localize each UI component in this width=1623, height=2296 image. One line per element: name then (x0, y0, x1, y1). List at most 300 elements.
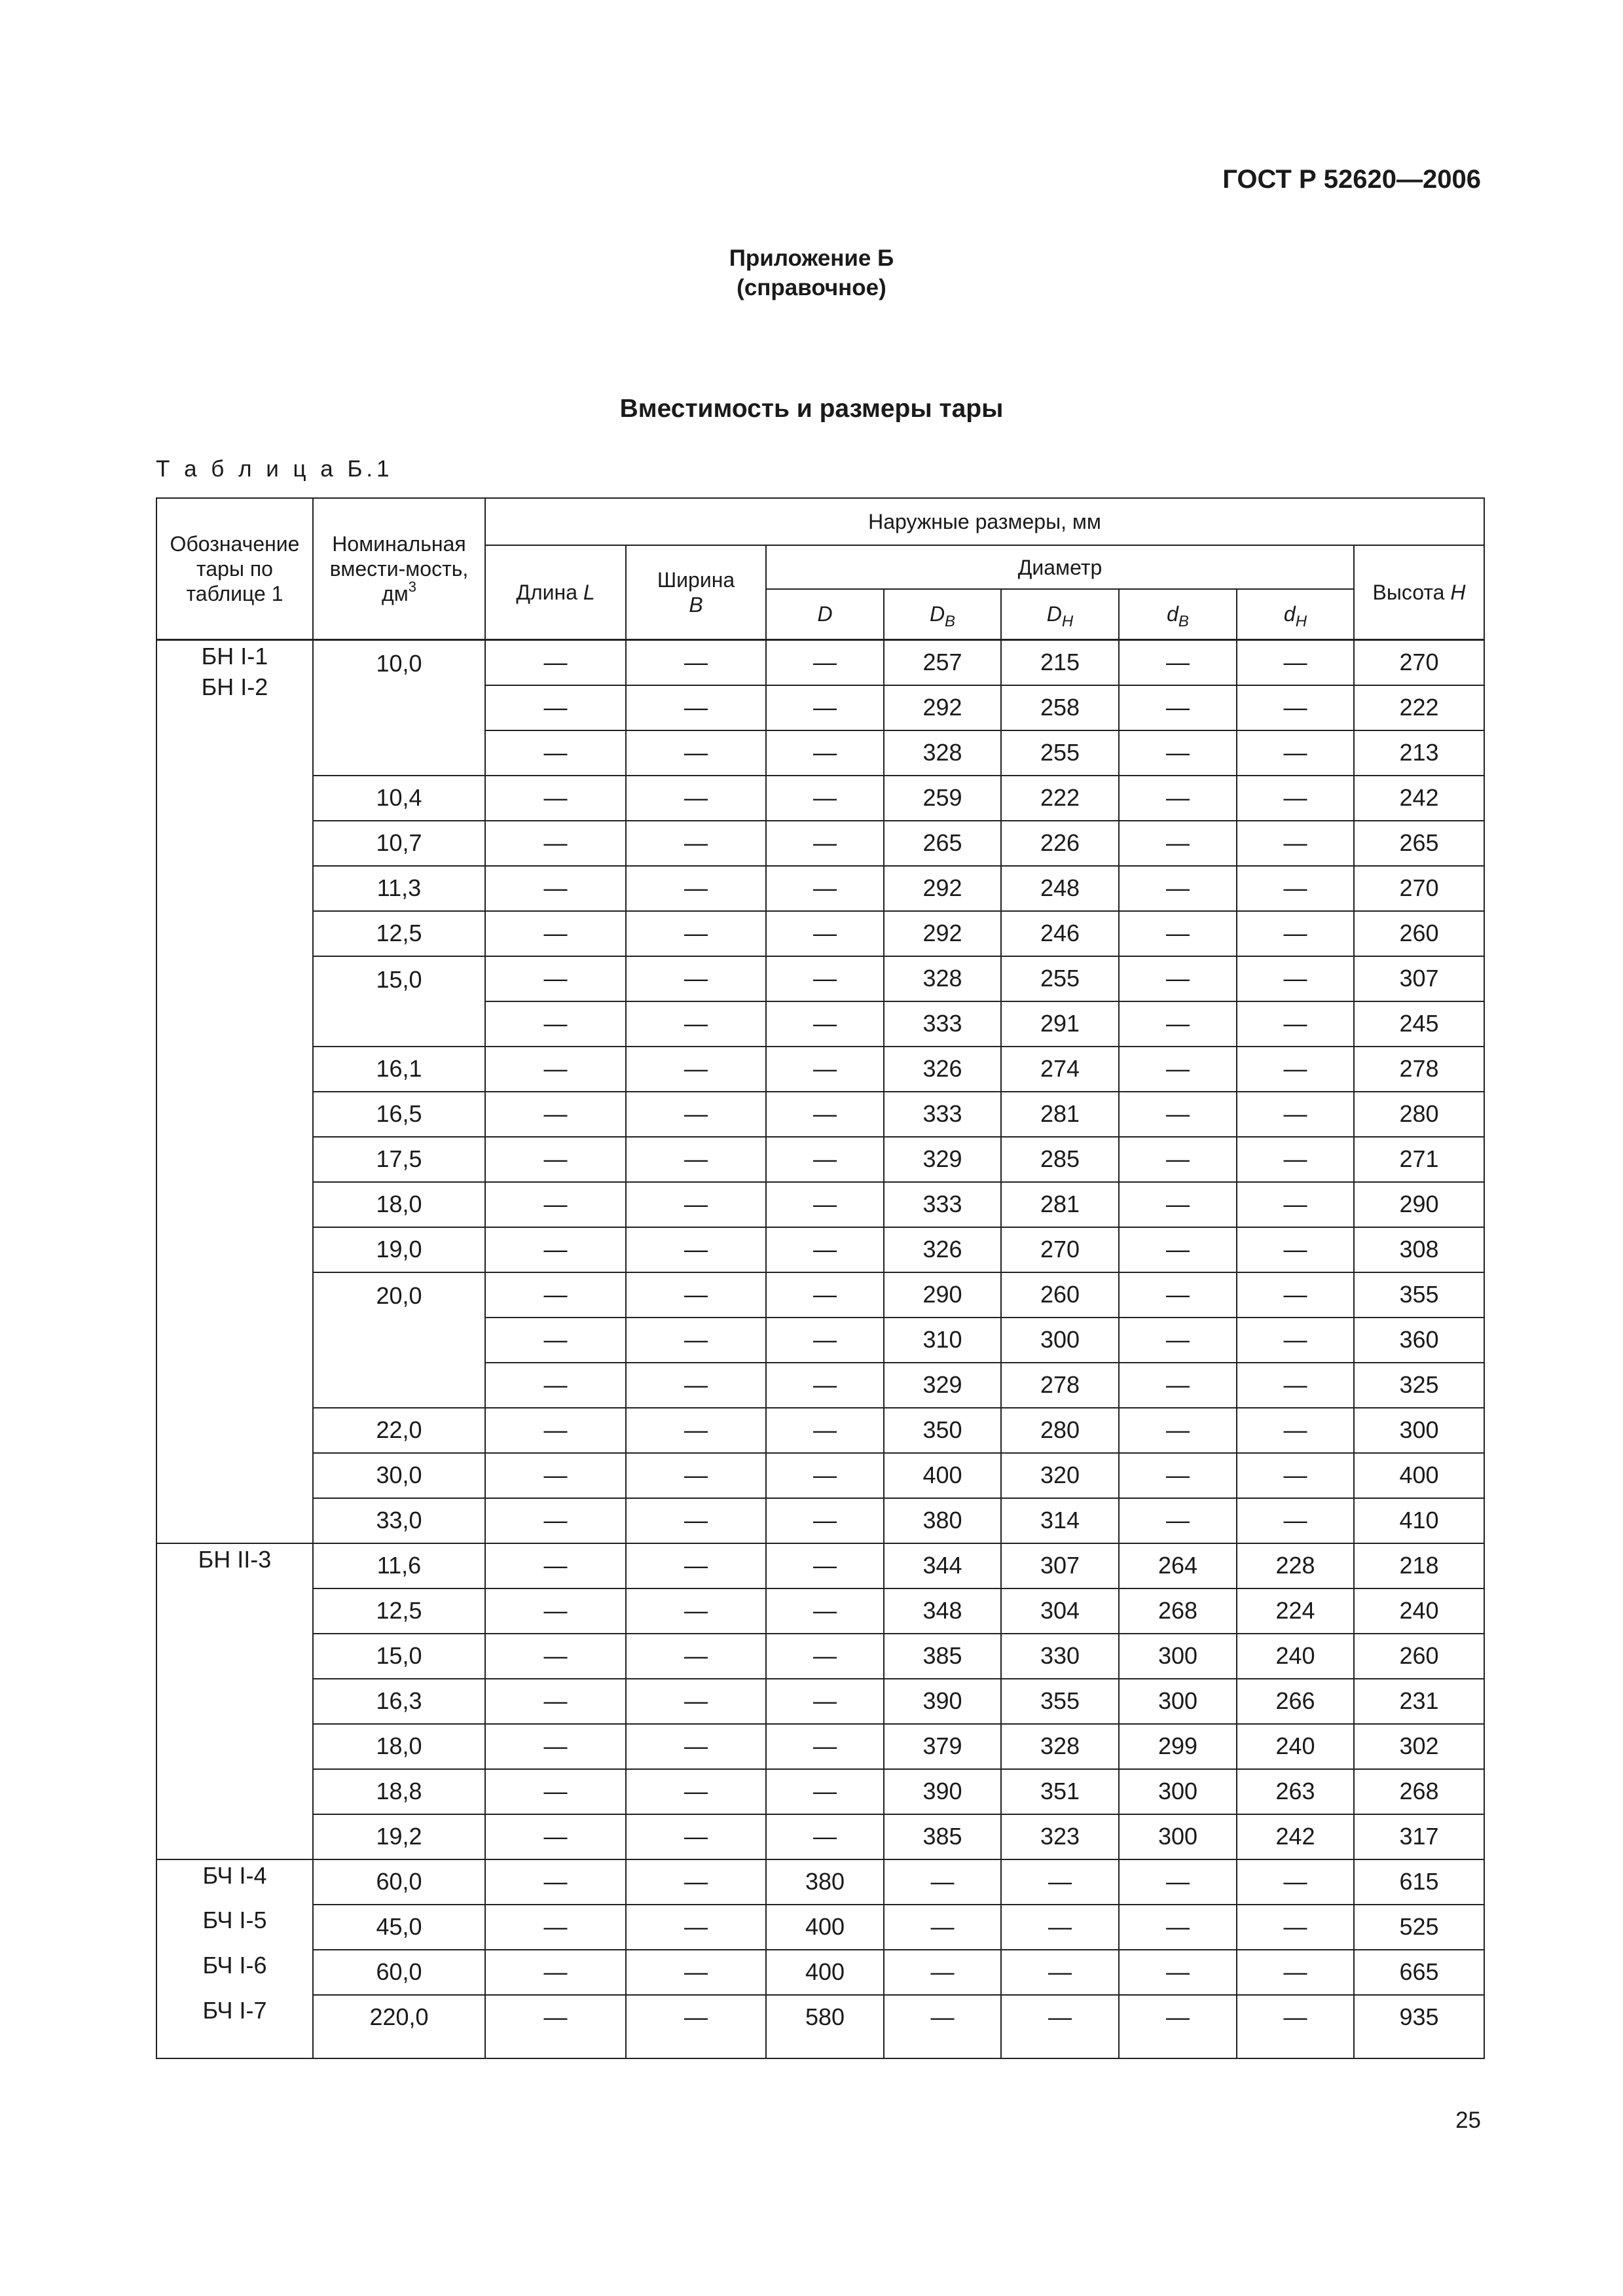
value-cell: — (1237, 1227, 1354, 1272)
value-cell: — (1119, 1182, 1237, 1227)
value-cell: 228 (1237, 1543, 1354, 1588)
value-cell: 290 (1354, 1182, 1484, 1227)
capacity-cell: 60,0 (313, 1950, 485, 1995)
value-cell: 292 (884, 911, 1001, 956)
value-cell: 280 (1001, 1408, 1119, 1453)
value-cell: — (1237, 1453, 1354, 1498)
value-cell: — (626, 866, 766, 911)
value-cell: — (626, 1227, 766, 1272)
value-cell: 224 (1237, 1588, 1354, 1634)
value-cell: — (1237, 1137, 1354, 1182)
value-cell: 270 (1001, 1227, 1119, 1272)
spacer-cell (1354, 2039, 1484, 2058)
value-cell: — (626, 1182, 766, 1227)
value-cell: — (1119, 1092, 1237, 1137)
value-cell: 390 (884, 1769, 1001, 1814)
value-cell: — (1119, 1859, 1237, 1905)
value-cell: — (626, 1001, 766, 1047)
capacity-cell: 15,0 (313, 956, 485, 1047)
value-cell: 242 (1354, 776, 1484, 821)
value-cell: — (485, 1092, 626, 1137)
value-cell: 325 (1354, 1363, 1484, 1408)
capacity-cell: 11,3 (313, 866, 485, 911)
value-cell: 281 (1001, 1182, 1119, 1227)
value-cell: 222 (1001, 776, 1119, 821)
value-cell: — (1237, 1905, 1354, 1950)
value-cell: — (626, 1950, 766, 1995)
value-cell: — (766, 1137, 884, 1182)
designation-cell (156, 1995, 313, 2039)
value-cell: 258 (1001, 685, 1119, 730)
value-cell: 935 (1354, 1995, 1484, 2039)
value-cell: 255 (1001, 730, 1119, 776)
capacity-cell: 12,5 (313, 1588, 485, 1634)
table-row (156, 1453, 1484, 1498)
value-cell: — (1119, 1047, 1237, 1092)
value-cell: — (626, 956, 766, 1001)
value-cell: — (626, 1543, 766, 1588)
value-cell: — (766, 911, 884, 956)
table-row (156, 1137, 1484, 1182)
value-cell: — (766, 639, 884, 685)
value-cell: — (485, 1588, 626, 1634)
value-cell: 300 (1119, 1634, 1237, 1679)
value-cell: 317 (1354, 1814, 1484, 1859)
value-cell: 350 (884, 1408, 1001, 1453)
value-cell: 268 (1354, 1769, 1484, 1814)
value-cell: 274 (1001, 1047, 1119, 1092)
table-row (156, 1995, 1484, 2039)
value-cell: — (485, 1679, 626, 1724)
value-cell: — (1119, 730, 1237, 776)
value-cell: — (1119, 1995, 1237, 2039)
spacer-cell (1237, 2039, 1354, 2058)
value-cell: 265 (884, 821, 1001, 866)
value-cell: — (1119, 685, 1237, 730)
table-row (156, 1905, 1484, 1950)
value-cell: 330 (1001, 1634, 1119, 1679)
value-cell: — (1119, 1408, 1237, 1453)
table-row (156, 1047, 1484, 1092)
value-cell: 333 (884, 1092, 1001, 1137)
value-cell: 400 (1354, 1453, 1484, 1498)
value-cell: 263 (1237, 1769, 1354, 1814)
value-cell: 218 (1354, 1543, 1484, 1588)
value-cell: — (1001, 1950, 1119, 1995)
value-cell: — (1237, 776, 1354, 821)
capacity-cell: 16,3 (313, 1679, 485, 1724)
spacer-cell (313, 2039, 485, 2058)
table-row (156, 1498, 1484, 1543)
value-cell: — (884, 1995, 1001, 2039)
capacity-cell: 20,0 (313, 1272, 485, 1408)
table-row (156, 639, 1484, 685)
table-row (156, 1679, 1484, 1724)
value-cell: 299 (1119, 1724, 1237, 1769)
header-d-inner: $D_В$ (884, 589, 1001, 639)
value-cell: 329 (884, 1363, 1001, 1408)
value-cell: — (1237, 1498, 1354, 1543)
header-d: D (766, 589, 884, 639)
capacity-cell: 10,4 (313, 776, 485, 821)
value-cell: — (626, 821, 766, 866)
appendix-title: Приложение Б (729, 245, 894, 271)
value-cell: — (485, 1995, 626, 2039)
capacity-cell: 16,1 (313, 1047, 485, 1092)
value-cell: — (626, 1092, 766, 1137)
value-cell: — (485, 1498, 626, 1543)
value-cell: — (766, 1001, 884, 1047)
spacer-cell (485, 2039, 626, 2058)
value-cell: — (1119, 1272, 1237, 1318)
value-cell: — (1001, 1905, 1119, 1950)
value-cell: 304 (1001, 1588, 1119, 1634)
value-cell: 355 (1001, 1679, 1119, 1724)
value-cell: 380 (884, 1498, 1001, 1543)
value-cell: 292 (884, 866, 1001, 911)
value-cell: 300 (1119, 1814, 1237, 1859)
value-cell: 248 (1001, 866, 1119, 911)
value-cell: — (626, 1408, 766, 1453)
value-cell: 270 (1354, 639, 1484, 685)
value-cell: — (766, 956, 884, 1001)
value-cell: — (1237, 821, 1354, 866)
value-cell: — (766, 1634, 884, 1679)
section-title: Вместимость и размеры тары (619, 395, 1004, 423)
value-cell: 255 (1001, 956, 1119, 1001)
table-row (156, 1408, 1484, 1453)
value-cell: — (1237, 1001, 1354, 1047)
designation-cell (156, 1859, 313, 1905)
standard-number: ГОСТ Р 52620—2006 (1222, 165, 1481, 194)
value-cell: — (1119, 866, 1237, 911)
value-cell: — (485, 1363, 626, 1408)
value-cell: 300 (1001, 1318, 1119, 1363)
value-cell: — (485, 866, 626, 911)
value-cell: — (485, 1318, 626, 1363)
value-cell: — (485, 639, 626, 685)
header-length: Длина L (485, 545, 626, 639)
value-cell: — (1119, 911, 1237, 956)
value-cell: — (626, 1814, 766, 1859)
table-row (156, 956, 1484, 1001)
value-cell: 260 (1354, 911, 1484, 956)
designation-label: БЧ I-7 (202, 1996, 267, 2024)
value-cell: — (1237, 911, 1354, 956)
designation-cell (156, 1950, 313, 1995)
value-cell: — (1119, 956, 1237, 1001)
value-cell: — (1119, 1498, 1237, 1543)
value-cell: 260 (1001, 1272, 1119, 1318)
table-row (156, 1724, 1484, 1769)
value-cell: — (766, 1679, 884, 1724)
value-cell: — (1119, 776, 1237, 821)
value-cell: — (626, 1724, 766, 1769)
value-cell: — (1237, 1859, 1354, 1905)
value-cell: — (485, 1227, 626, 1272)
value-cell: — (1237, 1272, 1354, 1318)
value-cell: — (1119, 1001, 1237, 1047)
capacity-cell: 19,0 (313, 1227, 485, 1272)
value-cell: — (884, 1859, 1001, 1905)
value-cell: — (766, 730, 884, 776)
value-cell: — (1237, 1363, 1354, 1408)
value-cell: 271 (1354, 1137, 1484, 1182)
value-cell: — (766, 866, 884, 911)
value-cell: 314 (1001, 1498, 1119, 1543)
value-cell: 355 (1354, 1272, 1484, 1318)
value-cell: 385 (884, 1814, 1001, 1859)
value-cell: 226 (1001, 821, 1119, 866)
value-cell: 300 (1119, 1679, 1237, 1724)
value-cell: 328 (884, 956, 1001, 1001)
value-cell: — (1119, 1950, 1237, 1995)
value-cell: — (1119, 821, 1237, 866)
value-cell: — (1237, 956, 1354, 1001)
value-cell: — (766, 1498, 884, 1543)
value-cell: — (766, 1272, 884, 1318)
value-cell: 240 (1237, 1724, 1354, 1769)
value-cell: 329 (884, 1137, 1001, 1182)
designation-cell (156, 1905, 313, 1950)
value-cell: — (485, 1950, 626, 1995)
value-cell: — (626, 1047, 766, 1092)
table-row (156, 1588, 1484, 1634)
table-row (156, 1634, 1484, 1679)
value-cell: 344 (884, 1543, 1001, 1588)
capacity-cell: 11,6 (313, 1543, 485, 1588)
value-cell: — (1237, 1950, 1354, 1995)
value-cell: — (766, 1363, 884, 1408)
value-cell: — (1237, 639, 1354, 685)
value-cell: — (766, 1814, 884, 1859)
value-cell: — (1237, 1318, 1354, 1363)
value-cell: — (766, 1588, 884, 1634)
designation-label: БН II-3 (198, 1545, 272, 1573)
header-d-outer: $D_Н$ (1001, 589, 1119, 639)
spacer-cell (1119, 2039, 1237, 2058)
value-cell: 410 (1354, 1498, 1484, 1543)
value-cell: — (1119, 1905, 1237, 1950)
value-cell: — (626, 639, 766, 685)
value-cell: — (626, 1859, 766, 1905)
value-cell: — (1119, 1227, 1237, 1272)
value-cell: 307 (1354, 956, 1484, 1001)
appendix-subtitle: (справочное) (737, 275, 886, 300)
value-cell: — (766, 1408, 884, 1453)
capacity-cell: 15,0 (313, 1634, 485, 1679)
value-cell: — (766, 1182, 884, 1227)
designation-label: БН I-2 (201, 673, 268, 700)
value-cell: — (1237, 685, 1354, 730)
value-cell: 300 (1354, 1408, 1484, 1453)
designation-label: БЧ I-4 (202, 1861, 267, 1889)
value-cell: — (485, 1543, 626, 1588)
value-cell: 379 (884, 1724, 1001, 1769)
value-cell: 240 (1237, 1634, 1354, 1679)
value-cell: — (766, 1092, 884, 1137)
value-cell: 302 (1354, 1724, 1484, 1769)
value-cell: — (626, 1679, 766, 1724)
value-cell: — (485, 1859, 626, 1905)
value-cell: — (626, 1498, 766, 1543)
value-cell: 257 (884, 639, 1001, 685)
value-cell: — (766, 821, 884, 866)
value-cell: 259 (884, 776, 1001, 821)
header-width: Ширина B (626, 545, 766, 639)
value-cell: — (626, 1453, 766, 1498)
value-cell: 333 (884, 1182, 1001, 1227)
value-cell: 580 (766, 1995, 884, 2039)
value-cell: — (485, 1814, 626, 1859)
value-cell: — (1237, 1047, 1354, 1092)
value-cell: — (766, 1227, 884, 1272)
value-cell: — (1001, 1995, 1119, 2039)
value-cell: 326 (884, 1227, 1001, 1272)
value-cell: 246 (1001, 911, 1119, 956)
value-cell: — (1237, 1995, 1354, 2039)
value-cell: 280 (1354, 1092, 1484, 1137)
value-cell: — (884, 1905, 1001, 1950)
value-cell: — (626, 776, 766, 821)
capacity-cell: 30,0 (313, 1453, 485, 1498)
value-cell: — (485, 1634, 626, 1679)
value-cell: — (485, 685, 626, 730)
capacity-cell: 18,0 (313, 1724, 485, 1769)
table-row (156, 1182, 1484, 1227)
value-cell: — (485, 1182, 626, 1227)
value-cell: 320 (1001, 1453, 1119, 1498)
value-cell: — (1237, 1182, 1354, 1227)
page-number: 25 (1455, 2108, 1481, 2133)
value-cell: 351 (1001, 1769, 1119, 1814)
capacity-cell: 18,0 (313, 1182, 485, 1227)
table-label: Т а б л и ц а Б.1 (156, 456, 393, 482)
value-cell: — (766, 776, 884, 821)
table-body (156, 639, 1484, 2058)
designation-label: БЧ I-5 (202, 1906, 267, 1933)
value-cell: — (1237, 1408, 1354, 1453)
header-small-d-inner: $d_В$ (1119, 589, 1237, 639)
value-cell: — (626, 730, 766, 776)
value-cell: — (485, 1137, 626, 1182)
value-cell: — (485, 1724, 626, 1769)
value-cell: — (626, 1634, 766, 1679)
value-cell: 291 (1001, 1001, 1119, 1047)
value-cell: 615 (1354, 1859, 1484, 1905)
header-outer-dimensions: Наружные размеры, мм (485, 498, 1484, 545)
value-cell: — (626, 685, 766, 730)
value-cell: 328 (884, 730, 1001, 776)
table-row (156, 1950, 1484, 1995)
value-cell: 400 (766, 1950, 884, 1995)
value-cell: — (485, 911, 626, 956)
value-cell: 222 (1354, 685, 1484, 730)
value-cell: 326 (884, 1047, 1001, 1092)
value-cell: — (485, 821, 626, 866)
value-cell: 215 (1001, 639, 1119, 685)
value-cell: — (485, 1408, 626, 1453)
value-cell: 265 (1354, 821, 1484, 866)
value-cell: 240 (1354, 1588, 1484, 1634)
value-cell: — (626, 1363, 766, 1408)
value-cell: 278 (1354, 1047, 1484, 1092)
table-row (156, 866, 1484, 911)
designation-cell (156, 1543, 313, 1859)
value-cell: — (626, 1769, 766, 1814)
capacity-cell: 10,0 (313, 639, 485, 776)
value-cell: 266 (1237, 1679, 1354, 1724)
value-cell: 323 (1001, 1814, 1119, 1859)
table-row (156, 821, 1484, 866)
designation-label: БН I-1 (201, 642, 268, 670)
value-cell: — (1119, 639, 1237, 685)
value-cell: — (485, 1047, 626, 1092)
value-cell: — (1119, 1137, 1237, 1182)
value-cell: 260 (1354, 1634, 1484, 1679)
value-cell: 213 (1354, 730, 1484, 776)
value-cell: — (485, 1272, 626, 1318)
value-cell: 380 (766, 1859, 884, 1905)
capacity-cell: 220,0 (313, 1995, 485, 2039)
spacer-cell (766, 2039, 884, 2058)
value-cell: 281 (1001, 1092, 1119, 1137)
value-cell: — (884, 1950, 1001, 1995)
capacity-cell: 10,7 (313, 821, 485, 866)
value-cell: 245 (1354, 1001, 1484, 1047)
value-cell: — (766, 1724, 884, 1769)
table-row (156, 1859, 1484, 1905)
value-cell: 231 (1354, 1679, 1484, 1724)
spacer-cell (626, 2039, 766, 2058)
capacity-cell: 22,0 (313, 1408, 485, 1453)
value-cell: 308 (1354, 1227, 1484, 1272)
header-small-d-outer: $d_Н$ (1237, 589, 1354, 639)
value-cell: 348 (884, 1588, 1001, 1634)
value-cell: 400 (766, 1905, 884, 1950)
capacity-cell: 12,5 (313, 911, 485, 956)
table-row (156, 1227, 1484, 1272)
table-row (156, 1543, 1484, 1588)
value-cell: 328 (1001, 1724, 1119, 1769)
header-designation: Обозначение тары по таблице 1 (156, 498, 313, 639)
spacer-cell (156, 2039, 313, 2058)
value-cell: 268 (1119, 1588, 1237, 1634)
value-cell: 292 (884, 685, 1001, 730)
value-cell: 285 (1001, 1137, 1119, 1182)
value-cell: 307 (1001, 1543, 1119, 1588)
value-cell: — (626, 1318, 766, 1363)
table-row (156, 1092, 1484, 1137)
designation-cell (156, 639, 313, 1543)
value-cell: 270 (1354, 866, 1484, 911)
value-cell: — (626, 1905, 766, 1950)
value-cell: 300 (1119, 1769, 1237, 1814)
value-cell: 665 (1354, 1950, 1484, 1995)
value-cell: — (1237, 866, 1354, 911)
value-cell: — (626, 1137, 766, 1182)
value-cell: — (626, 1588, 766, 1634)
header-diameter: Диаметр (766, 545, 1354, 589)
value-cell: — (485, 1453, 626, 1498)
capacity-cell: 17,5 (313, 1137, 485, 1182)
value-cell: — (1237, 730, 1354, 776)
value-cell: — (485, 730, 626, 776)
header-height: Высота H (1354, 545, 1484, 639)
value-cell: 400 (884, 1453, 1001, 1498)
value-cell: 278 (1001, 1363, 1119, 1408)
designation-label: БЧ I-6 (202, 1951, 267, 1979)
